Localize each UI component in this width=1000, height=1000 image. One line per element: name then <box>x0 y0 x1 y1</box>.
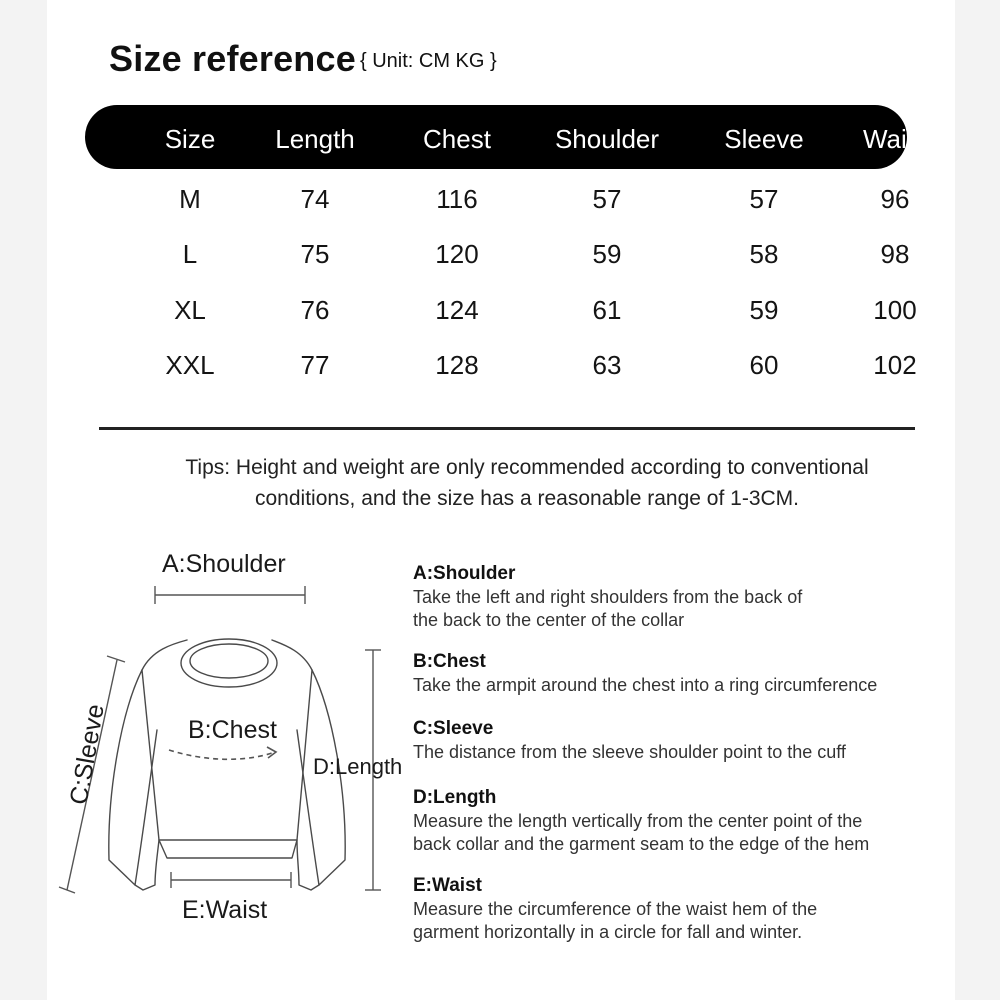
definition-text: the back to the center of the collar <box>413 610 685 630</box>
cell-chest: 128 <box>435 350 479 380</box>
table-row <box>85 183 910 223</box>
table-row <box>85 238 910 278</box>
unit-label: { Unit: CM KG } <box>359 50 497 72</box>
cell-chest: 120 <box>435 239 479 269</box>
cell-sleeve: 59 <box>749 295 779 325</box>
cell-waist: 100 <box>873 295 917 325</box>
definition-shoulder <box>413 562 802 632</box>
definition-length <box>413 786 869 856</box>
page-title <box>109 38 497 80</box>
cell-length: 75 <box>300 239 330 269</box>
cell-size: XL <box>174 295 206 325</box>
header-length: Length <box>275 124 355 154</box>
definition-sleeve <box>413 717 846 764</box>
cell-length: 74 <box>300 184 330 214</box>
definition-chest <box>413 650 877 697</box>
table-row <box>85 294 917 334</box>
definition-heading: C:Sleeve <box>413 718 494 739</box>
definition-heading: A:Shoulder <box>413 563 516 584</box>
cell-shoulder: 61 <box>592 295 622 325</box>
table-row <box>85 349 917 389</box>
tips-line-1: Tips: Height and weight are only recommended according to conventional <box>185 456 869 479</box>
definition-text: garment horizontally in a circle for fall and winter. <box>413 922 803 942</box>
definition-text: back collar and the garment seam to the edge of the hem <box>413 834 870 854</box>
size-chart-page <box>47 0 955 1000</box>
cell-shoulder: 57 <box>592 184 622 214</box>
definition-heading: D:Length <box>413 787 497 808</box>
definition-text: The distance from the sleeve shoulder point to the cuff <box>413 742 846 762</box>
diagram-label-chest: B:Chest <box>188 716 277 744</box>
cell-chest: 116 <box>436 184 478 214</box>
cell-size: L <box>182 239 198 269</box>
cell-size: M <box>179 184 201 214</box>
cell-chest: 124 <box>435 295 479 325</box>
definition-text: Take the left and right shoulders from the back of <box>413 587 803 607</box>
definition-text: Take the armpit around the chest into a ring circumference <box>413 675 878 695</box>
header-shoulder: Shoulder <box>554 124 660 154</box>
header-size: Size <box>164 124 216 154</box>
tips-note <box>87 452 967 514</box>
definition-heading: E:Waist <box>413 875 482 896</box>
tips-line-2: conditions, and the size has a reasonable range of 1-3CM. <box>254 487 799 510</box>
cell-size: XXL <box>165 350 215 380</box>
definition-waist <box>413 874 817 944</box>
cell-length: 77 <box>300 350 330 380</box>
cell-sleeve: 57 <box>749 184 779 214</box>
cell-waist: 98 <box>880 239 910 269</box>
header-sleeve: Sleeve <box>724 124 804 154</box>
diagram-label-shoulder: A:Shoulder <box>162 550 286 578</box>
definition-text: Measure the circumference of the waist hem of the <box>413 899 818 919</box>
cell-waist: 102 <box>873 350 917 380</box>
diagram-label-sleeve: C:Sleeve <box>64 702 110 807</box>
cell-sleeve: 58 <box>749 239 779 269</box>
definition-text: Measure the length vertically from the center point of the <box>413 811 863 831</box>
diagram-label-waist: E:Waist <box>182 896 268 924</box>
sweater-measurement-diagram <box>47 540 417 940</box>
cell-shoulder: 63 <box>592 350 622 380</box>
cell-sleeve: 60 <box>749 350 779 380</box>
diagram-label-length: D:Length <box>313 754 403 779</box>
definition-heading: B:Chest <box>413 651 486 672</box>
section-divider <box>99 427 915 430</box>
title-text: Size reference <box>109 38 356 79</box>
table-header <box>85 105 928 169</box>
header-waist: Waist <box>862 124 928 154</box>
cell-length: 76 <box>300 295 330 325</box>
cell-waist: 96 <box>880 184 910 214</box>
cell-shoulder: 59 <box>592 239 622 269</box>
header-chest: Chest <box>423 124 491 154</box>
